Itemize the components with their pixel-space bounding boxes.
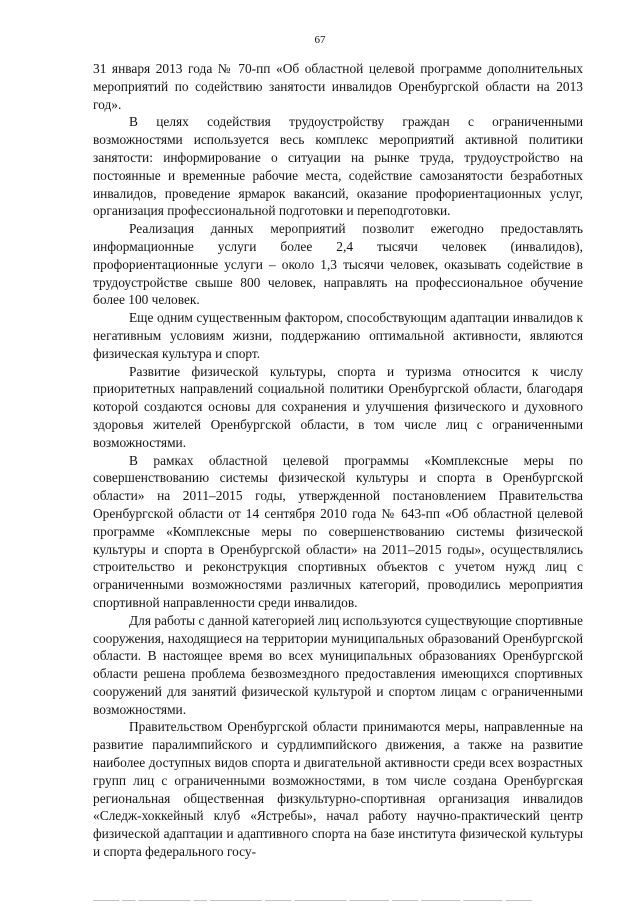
page-number: 67 [314, 34, 326, 46]
paragraph-sport-factor: Еще одним существенным фактором, способствующим адаптации инвалидов к негативным условиям жизни, поддержанию оптимальной активности, являются физическая культура и спорт. [93, 310, 583, 361]
paragraph-employment-measures: В целях содействия трудоустройству граждан с ограниченными возможностями используется весь комплекс мероприятий активной политики занятости: информирование о ситуации на рынке труда, трудоустройство на постоянные и временные рабочие места, содействие самозанятости безработных инвалидов, проведение ярмарок вакансий, оказание профориентационных услуг, организация профессиональной подготовки и переподготовки. [93, 114, 583, 219]
paragraph-target-program: В рамках областной целевой программы «Комплексные меры по совершенствованию системы физической культуры и спорта в Оренбургской области» на 2011–2015 годы, утвержденной постановлением Правительства Оренбургской области от 14 сентября 2010 года № 643-пп «Об областной целевой программе «Комплексные меры по совершенствованию системы физической культуры и спорта в Оренбургской области» на 2011–2015 годы», осуществлялись строительство и реконструкция спортивных объектов с учетом нужд лиц с ограниченными возможностями различных категорий, проводились мероприятия спортивной направленности среди инвалидов. [93, 452, 583, 610]
paragraph-services-figures: Реализация данных мероприятий позволит ежегодно предоставлять информационные услуги более 2,4 тысячи человек (инвалидов), профориентационные услуги – около 1,3 тысячи человек, оказывать содействие в трудоустройстве свыше 800 человек, направлять на профессиональное обучение более 100 человек. [93, 221, 583, 308]
page-body [93, 60, 583, 861]
next-page-bleed: —— — ———— — ———— —— ———— ——— —— ——— ——— —— [93, 893, 532, 901]
paragraph-sport-priority: Развитие физической культуры, спорта и туризма относится к числу приоритетных направлений социальной политики Оренбургской области, благодаря которой создаются основы для сохранения и улучшения физического и духовного здоровья жителей Оренбургской области, в том числе лиц с ограниченными возможностями. [93, 363, 583, 450]
paragraph-continuation: 31 января 2013 года № 70-пп «Об областной целевой программе дополнительных мероприятий по содействию занятости инвалидов Оренбургской области на 2013 год». [93, 61, 583, 112]
paragraph-government-measures: Правительством Оренбургской области принимаются меры, направленные на развитие паралимпийского и сурдлимпийского движения, а также на развитие наиболее доступных видов спорта и двигательной активности среди всех возрастных групп лиц с ограниченными возможностями, в том числе создана Оренбургская региональная общественная физкультурно-спортивная организация инвалидов «Следж-хоккейный клуб «Ястребы», начал работу научно-практический центр физической адаптации и адаптивного спорта на базе института физической культуры и спорта федерального госу- [93, 719, 583, 860]
paragraph-sport-facilities: Для работы с данной категорией лиц используются существующие спортивные сооружения, находящиеся на территории муниципальных образований Оренбургской области. В настоящее время во всех муниципальных образованиях Оренбургской области решена проблема безвозмездного предоставления имеющихся спортивных сооружений для занятий физической культурой и спортом лицам с ограниченными возможностями. [93, 612, 583, 717]
